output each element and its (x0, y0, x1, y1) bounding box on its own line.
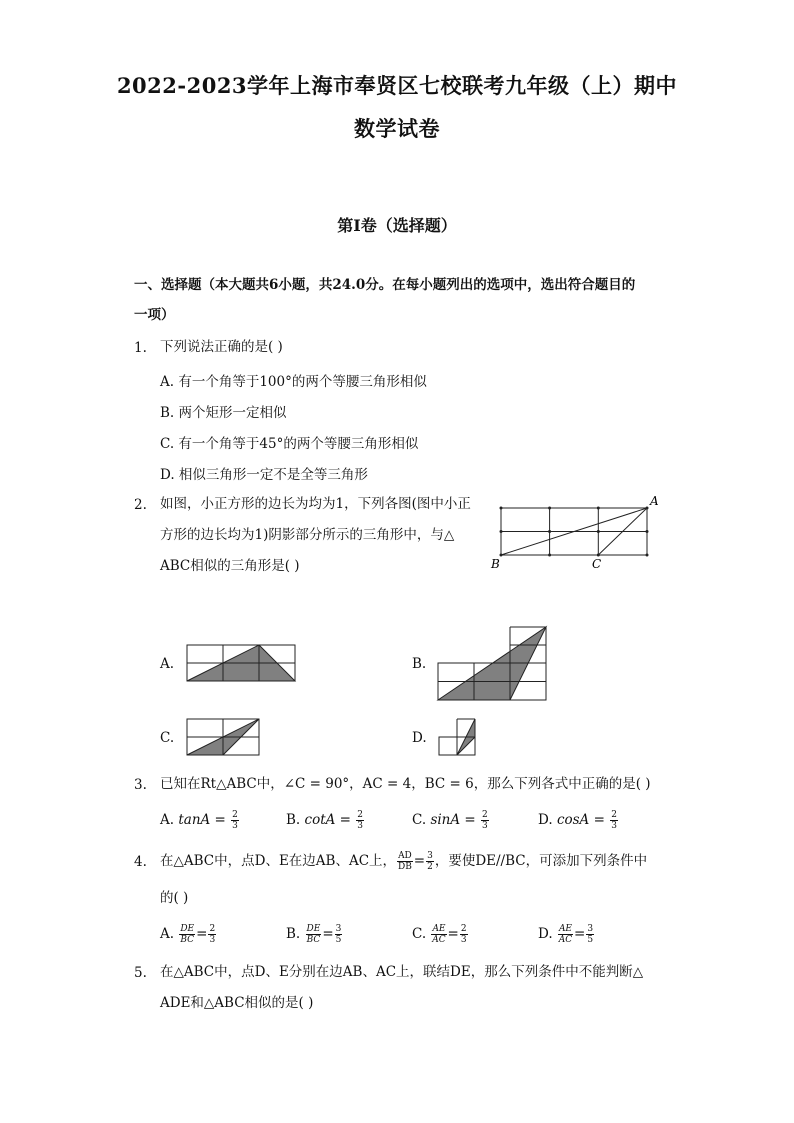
frac-num: 2 (611, 810, 617, 820)
q4-option-d-value (586, 924, 594, 945)
frac-num: 2 (209, 924, 216, 934)
q4-stem-line1 (160, 846, 647, 877)
q4-option-a: A. $\frac{DE}{BC}$ = $\frac{2}{3}$ (160, 924, 216, 945)
q5-number: 5. (134, 965, 147, 981)
frac-num: DE (306, 924, 321, 934)
q4-option-a-label: A. (160, 926, 175, 942)
frac-den: 3 (232, 821, 238, 831)
section-header-line2: 一项） (134, 307, 175, 323)
frac-num: DE (180, 924, 195, 934)
frac-num: 2 (357, 810, 364, 820)
q4-number: 4. (134, 854, 147, 870)
frac-den: AC (432, 935, 446, 945)
q3-option-b (286, 810, 365, 831)
frac-num: 3 (427, 851, 433, 861)
q4-option-a-frac (179, 924, 195, 945)
q2-reference-figure (488, 492, 660, 572)
q1-option-c: C. 有一个角等于45°的两个等腰三角形相似 (160, 436, 419, 452)
q3-option-c (412, 810, 490, 831)
fig-label-b: B (491, 557, 500, 571)
frac-num: AE (432, 924, 446, 934)
q4-option-b-frac (306, 924, 322, 945)
q4-option-a-value (208, 924, 216, 945)
q3-option-a-label: A. (160, 812, 175, 828)
q2-line3: ABC相似的三角形是( ) (160, 558, 300, 574)
section-header-line1: 一、选择题（本大题共6小题，共24.0分。在每小题列出的选项中，选出符合题目的 (134, 277, 636, 293)
frac-num: 2 (482, 810, 488, 820)
q4-option-c-frac (431, 924, 446, 945)
q3-option-b-expr: cotA = (304, 812, 351, 828)
frac-den: 5 (335, 935, 342, 945)
section-header (134, 270, 664, 330)
q3-number: 3. (134, 777, 147, 793)
frac-den: 3 (482, 821, 488, 831)
q3-option-b-frac (356, 810, 364, 831)
q2-option-c-label: C. (160, 730, 175, 746)
q4-option-c: C. $\frac{AE}{AC}$ = $\frac{2}{3}$ (412, 924, 467, 945)
q4-option-b: B. $\frac{DE}{BC}$ = $\frac{3}{5}$ (286, 924, 342, 945)
q3-option-a-frac (231, 810, 239, 831)
q3-stem: 已知在Rt△ABC中，∠C = 90°，AC = 4，BC = 6，那么下列各式中正确的是( ) (160, 776, 651, 792)
q2-number: 2. (134, 497, 147, 513)
fig-label-c: C (592, 557, 602, 571)
frac-den: BC (180, 935, 195, 945)
frac-den: 3 (357, 821, 364, 831)
q5-line2: ADE和△ABC相似的是( ) (160, 995, 314, 1011)
q2-option-d-label: D. (412, 730, 427, 746)
q2-option-a-figure (182, 640, 302, 686)
q4-stem-post: ，要使DE//BC，可添加下列条件中 (434, 853, 648, 869)
q1-option-a: A. 有一个角等于100°的两个等腰三角形相似 (160, 374, 427, 390)
q4-stem-line2: 的( ) (160, 890, 189, 906)
fig-label-a: A (650, 494, 659, 508)
frac-den: BC (306, 935, 321, 945)
frac-num: 3 (587, 924, 594, 934)
frac-den: DB (398, 862, 412, 872)
q4-stem-eq: = (413, 853, 426, 869)
q4-stem-frac-ad-db (397, 851, 413, 872)
q3-option-d-frac (610, 810, 618, 831)
q4-option-d-label: D. (538, 926, 553, 942)
q3-option-a-expr: tanA = (178, 812, 226, 828)
q4-option-c-label: C. (412, 926, 427, 942)
q2-option-d-figure (434, 714, 484, 760)
q4-stem-frac-value (426, 851, 434, 872)
q4-option-d: D. $\frac{AE}{AC}$ = $\frac{3}{5}$ (538, 924, 594, 945)
q4-option-b-value (335, 924, 343, 945)
q3-option-d-label: D. (538, 812, 553, 828)
frac-den: AC (558, 935, 573, 945)
q4-stem-pre: 在△ABC中，点D、E在边AB、AC上， (160, 853, 397, 869)
frac-num: AE (558, 924, 573, 934)
q2-line2: 方形的边长均为1)阴影部分所示的三角形中，与△ (160, 527, 455, 543)
q2-option-b-label: B. (412, 656, 427, 672)
frac-den: 3 (460, 935, 467, 945)
q1-stem: 下列说法正确的是( ) (160, 339, 283, 355)
frac-num: 2 (232, 810, 238, 820)
q2-option-b-figure (432, 622, 554, 704)
q4-option-b-label: B. (286, 926, 301, 942)
frac-num: 3 (335, 924, 342, 934)
q5-line1: 在△ABC中，点D、E分别在边AB、AC上，联结DE，那么下列条件中不能判断△ (160, 964, 644, 980)
page-title-line2: 数学试卷 (354, 116, 440, 141)
q4-option-d-frac (558, 924, 573, 945)
q1-number: 1. (134, 340, 147, 356)
frac-den: 2 (427, 862, 433, 872)
q2-line1: 如图，小正方形的边长为均为1，下列各图(图中小正 (160, 496, 471, 512)
q3-option-c-expr: sinA = (430, 812, 476, 828)
q1-option-b: B. 两个矩形一定相似 (160, 405, 287, 421)
volume-title: 第I卷（选择题） (337, 216, 457, 235)
q3-option-d-expr: cosA = (556, 812, 605, 828)
q4-option-c-value (460, 924, 468, 945)
q2-option-a-label: A. (160, 656, 175, 672)
frac-den: 3 (611, 821, 617, 831)
q2-option-c-figure (182, 714, 266, 760)
frac-den: 5 (587, 935, 594, 945)
frac-num: AD (398, 851, 412, 861)
frac-num: 2 (460, 924, 467, 934)
q3-option-c-label: C. (412, 812, 427, 828)
q1-option-d: D. 相似三角形一定不是全等三角形 (160, 467, 368, 483)
page-title-line1: 2022-2023学年上海市奉贤区七校联考九年级（上）期中 (116, 73, 678, 98)
q3-option-c-frac (481, 810, 489, 831)
q3-option-b-label: B. (286, 812, 301, 828)
q3-option-d (538, 810, 619, 831)
q3-option-a (160, 810, 240, 831)
frac-den: 3 (209, 935, 216, 945)
